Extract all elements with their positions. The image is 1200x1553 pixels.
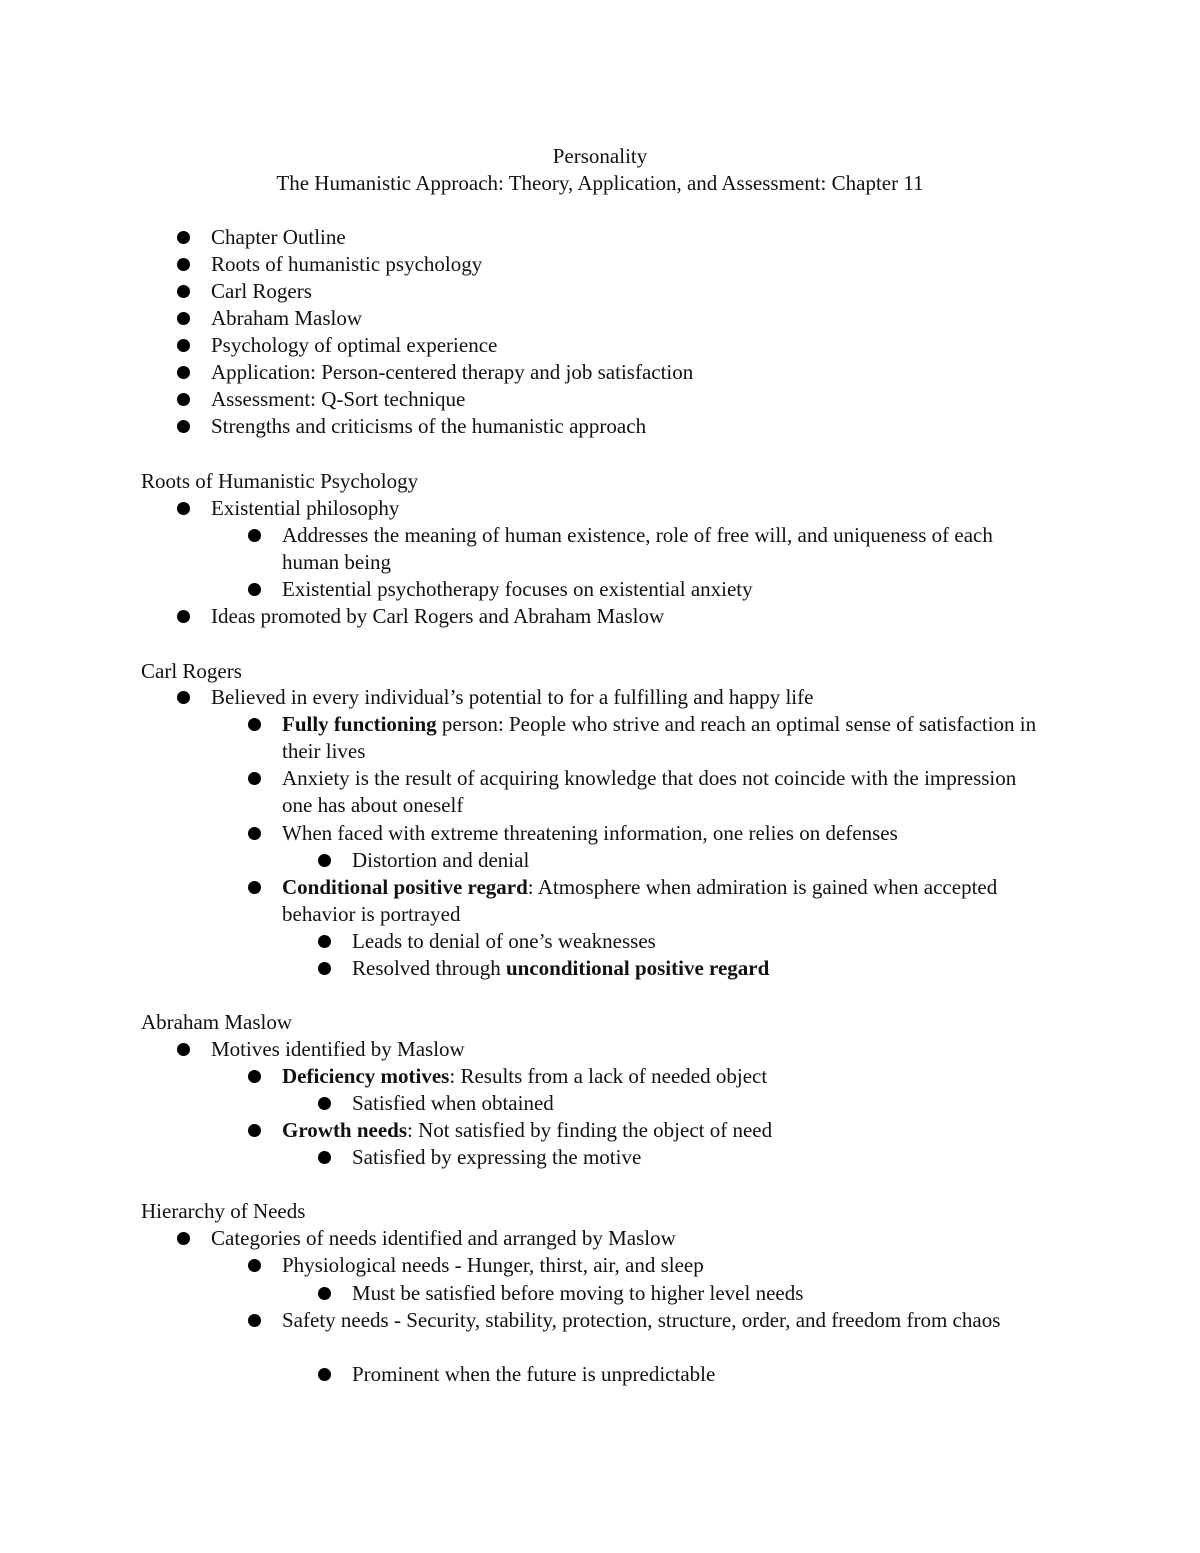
- bullet-icon: [248, 1259, 261, 1272]
- term-bold: unconditional positive regard: [505, 956, 770, 980]
- list-item: Ideas promoted by Carl Rogers and Abraham Maslow: [211, 603, 1071, 630]
- outline-item: Psychology of optimal experience: [211, 332, 1071, 359]
- document-subtitle: The Humanistic Approach: Theory, Application, and Assessment: Chapter 11: [276, 171, 924, 195]
- outline-item: Carl Rogers: [211, 278, 1071, 305]
- list-item: Leads to denial of one’s weaknesses: [352, 928, 1052, 955]
- bullet-icon: [248, 1070, 261, 1083]
- list-item: Fully functioning person: People who strive and reach an optimal sense of satisfaction in their lives: [282, 711, 1042, 765]
- list-item: Addresses the meaning of human existence, role of free will, and uniqueness of each human being: [282, 522, 1042, 576]
- bullet-icon: [248, 718, 261, 731]
- bullet-icon: [318, 935, 331, 948]
- outline-item: Assessment: Q-Sort technique: [211, 386, 1071, 413]
- bullet-icon: [177, 610, 190, 623]
- outline-item: Application: Person-centered therapy and job satisfaction: [211, 359, 1071, 386]
- term-bold: Conditional positive regard: [282, 875, 528, 899]
- list-item: When faced with extreme threatening information, one relies on defenses: [282, 820, 1042, 847]
- list-item: Distortion and denial: [352, 847, 1052, 874]
- bullet-icon: [177, 339, 190, 352]
- list-item: Growth needs: Not satisfied by finding the object of need: [282, 1117, 1042, 1144]
- bullet-icon: [177, 1043, 190, 1056]
- bullet-icon: [177, 1232, 190, 1245]
- term-bold: Deficiency motives: [282, 1064, 450, 1088]
- list-item: Satisfied by expressing the motive: [352, 1144, 1052, 1171]
- bullet-icon: [318, 1097, 331, 1110]
- bullet-icon: [248, 1314, 261, 1327]
- bullet-icon: [177, 420, 190, 433]
- bullet-icon: [248, 1124, 261, 1137]
- bullet-icon: [177, 285, 190, 298]
- bullet-icon: [318, 854, 331, 867]
- list-item: Safety needs - Security, stability, protection, structure, order, and freedom from chaos: [282, 1307, 1042, 1334]
- bullet-icon: [177, 366, 190, 379]
- bullet-icon: [248, 881, 261, 894]
- bullet-icon: [177, 393, 190, 406]
- section-heading-rogers: Carl Rogers: [141, 659, 242, 683]
- bullet-icon: [318, 962, 331, 975]
- term-bold: Growth needs: [282, 1118, 408, 1142]
- document-title: Personality: [552, 144, 648, 168]
- outline-item: Roots of humanistic psychology: [211, 251, 1071, 278]
- bullet-icon: [248, 827, 261, 840]
- bullet-icon: [318, 1151, 331, 1164]
- bullet-icon: [177, 258, 190, 271]
- list-item: Existential philosophy: [211, 495, 1071, 522]
- bullet-icon: [248, 529, 261, 542]
- bullet-icon: [177, 691, 190, 704]
- list-item: Deficiency motives: Results from a lack of needed object: [282, 1063, 1042, 1090]
- section-heading-hierarchy: Hierarchy of Needs: [141, 1199, 306, 1223]
- list-item: Motives identified by Maslow: [211, 1036, 1071, 1063]
- list-item: Categories of needs identified and arranged by Maslow: [211, 1225, 1071, 1252]
- list-item: Conditional positive regard: Atmosphere when admiration is gained when accepted behavior is portrayed: [282, 874, 1042, 928]
- outline-item: Strengths and criticisms of the humanistic approach: [211, 413, 1071, 440]
- list-item: Must be satisfied before moving to higher level needs: [352, 1280, 1052, 1307]
- list-item: Resolved through unconditional positive regard: [352, 955, 1052, 982]
- list-item: Physiological needs - Hunger, thirst, air, and sleep: [282, 1252, 1042, 1279]
- list-item: Believed in every individual’s potential to for a fulfilling and happy life: [211, 684, 1071, 711]
- list-item: Anxiety is the result of acquiring knowledge that does not coincide with the impression one has about oneself: [282, 765, 1042, 819]
- term-bold: Fully functioning: [282, 712, 437, 736]
- bullet-icon: [177, 502, 190, 515]
- section-heading-roots: Roots of Humanistic Psychology: [141, 469, 419, 493]
- bullet-icon: [318, 1287, 331, 1300]
- list-item: Satisfied when obtained: [352, 1090, 1052, 1117]
- outline-item: Abraham Maslow: [211, 305, 1071, 332]
- outline-item: Chapter Outline: [211, 224, 1071, 251]
- bullet-icon: [318, 1368, 331, 1381]
- section-heading-maslow: Abraham Maslow: [141, 1010, 293, 1034]
- list-item: Existential psychotherapy focuses on existential anxiety: [282, 576, 1042, 603]
- bullet-icon: [177, 231, 190, 244]
- bullet-icon: [177, 312, 190, 325]
- list-item: Prominent when the future is unpredictable: [352, 1361, 1052, 1388]
- bullet-icon: [248, 772, 261, 785]
- bullet-icon: [248, 583, 261, 596]
